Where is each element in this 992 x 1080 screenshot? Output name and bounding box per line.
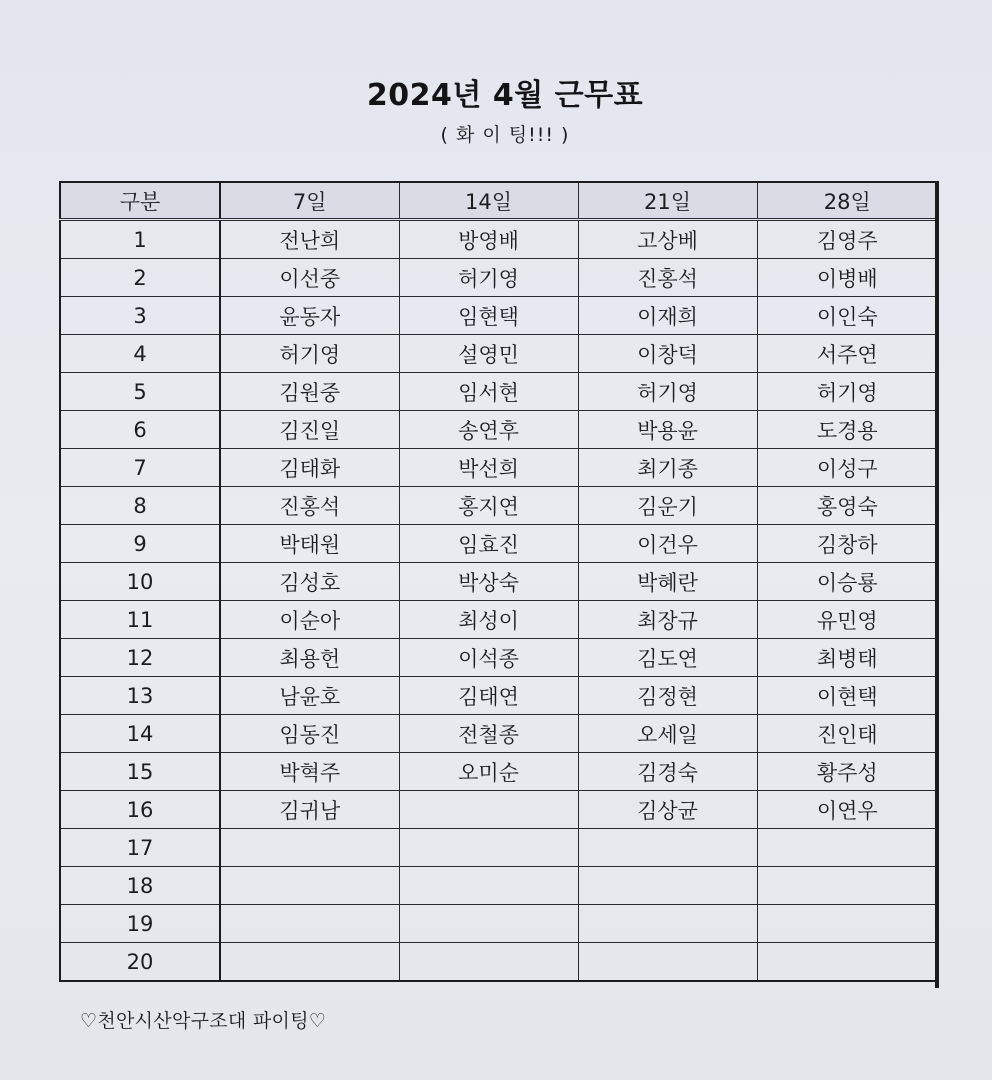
footer-text: ♡천안시산악구조대 파이팅♡ — [80, 1010, 327, 1032]
row-number: 1 — [60, 220, 220, 259]
table-row — [60, 373, 938, 411]
row-number: 9 — [60, 525, 220, 563]
cell-day-14: 임효진 — [399, 525, 578, 563]
row-number: 5 — [60, 373, 220, 411]
cell-day-21 — [578, 905, 757, 943]
cell-day-7: 박태원 — [220, 525, 399, 563]
row-number: 3 — [60, 297, 220, 335]
cell-day-14: 임현택 — [399, 297, 578, 335]
cell-day-14 — [399, 829, 578, 867]
cell-day-28: 유민영 — [757, 601, 938, 639]
row-number: 2 — [60, 259, 220, 297]
cell-day-14: 박선희 — [399, 449, 578, 487]
cell-day-28: 이현택 — [757, 677, 938, 715]
table-row — [60, 791, 938, 829]
duty-roster-table — [59, 181, 939, 982]
cell-day-7 — [220, 867, 399, 905]
cell-day-14: 김태연 — [399, 677, 578, 715]
cell-day-21: 오세일 — [578, 715, 757, 753]
cell-day-14: 방영배 — [399, 220, 578, 259]
cell-day-7 — [220, 943, 399, 982]
cell-day-14 — [399, 905, 578, 943]
cell-day-7: 김성호 — [220, 563, 399, 601]
row-number: 19 — [60, 905, 220, 943]
cell-day-21: 김경숙 — [578, 753, 757, 791]
cell-day-21: 최기종 — [578, 449, 757, 487]
cell-day-7: 박혁주 — [220, 753, 399, 791]
cell-day-28: 최병태 — [757, 639, 938, 677]
table-row — [60, 677, 938, 715]
cell-day-28: 서주연 — [757, 335, 938, 373]
row-number: 4 — [60, 335, 220, 373]
row-number: 16 — [60, 791, 220, 829]
cell-day-7: 남윤호 — [220, 677, 399, 715]
cell-day-21: 허기영 — [578, 373, 757, 411]
cell-day-14 — [399, 791, 578, 829]
cell-day-28 — [757, 867, 938, 905]
row-number: 6 — [60, 411, 220, 449]
cell-day-21 — [578, 943, 757, 982]
table-right-border — [935, 181, 939, 988]
cell-day-21: 고상베 — [578, 220, 757, 259]
table-row — [60, 715, 938, 753]
cell-day-14: 설영민 — [399, 335, 578, 373]
cell-day-14: 오미순 — [399, 753, 578, 791]
cell-day-7: 전난희 — [220, 220, 399, 259]
cell-day-21: 김상균 — [578, 791, 757, 829]
cell-day-21 — [578, 829, 757, 867]
table-row — [60, 867, 938, 905]
cell-day-21: 최장규 — [578, 601, 757, 639]
row-number: 13 — [60, 677, 220, 715]
table-row — [60, 411, 938, 449]
cell-day-28: 이성구 — [757, 449, 938, 487]
cell-day-14: 박상숙 — [399, 563, 578, 601]
cell-day-21: 김도연 — [578, 639, 757, 677]
cell-day-14 — [399, 867, 578, 905]
header-day-7: 7일 — [220, 182, 399, 220]
cell-day-21: 박용윤 — [578, 411, 757, 449]
cell-day-28: 이인숙 — [757, 297, 938, 335]
cell-day-28: 도경용 — [757, 411, 938, 449]
table-row — [60, 297, 938, 335]
cell-day-14: 허기영 — [399, 259, 578, 297]
table-row — [60, 563, 938, 601]
cell-day-21: 진홍석 — [578, 259, 757, 297]
cell-day-7: 김진일 — [220, 411, 399, 449]
row-number: 8 — [60, 487, 220, 525]
cell-day-28 — [757, 829, 938, 867]
table-row — [60, 639, 938, 677]
cell-day-28: 이병배 — [757, 259, 938, 297]
cell-day-14: 홍지연 — [399, 487, 578, 525]
cell-day-7: 이순아 — [220, 601, 399, 639]
table-row — [60, 259, 938, 297]
row-number: 11 — [60, 601, 220, 639]
table-row — [60, 335, 938, 373]
table-row — [60, 220, 938, 259]
cell-day-21 — [578, 867, 757, 905]
header-day-14: 14일 — [399, 182, 578, 220]
cell-day-28: 김영주 — [757, 220, 938, 259]
cell-day-7: 임동진 — [220, 715, 399, 753]
cell-day-28: 이승룡 — [757, 563, 938, 601]
document-subtitle: ( 화 이 팅!!! ) — [440, 124, 570, 146]
cell-day-28 — [757, 943, 938, 982]
header-day-21: 21일 — [578, 182, 757, 220]
cell-day-7 — [220, 905, 399, 943]
cell-day-7 — [220, 829, 399, 867]
row-number: 7 — [60, 449, 220, 487]
cell-day-7: 김귀남 — [220, 791, 399, 829]
cell-day-28: 홍영숙 — [757, 487, 938, 525]
cell-day-21: 이건우 — [578, 525, 757, 563]
cell-day-28: 진인태 — [757, 715, 938, 753]
table-row — [60, 943, 938, 982]
table-row — [60, 525, 938, 563]
table-row — [60, 449, 938, 487]
cell-day-14: 송연후 — [399, 411, 578, 449]
header-day-28: 28일 — [757, 182, 938, 220]
cell-day-14: 전철종 — [399, 715, 578, 753]
row-number: 20 — [60, 943, 220, 982]
row-number: 15 — [60, 753, 220, 791]
cell-day-7: 이선중 — [220, 259, 399, 297]
row-number: 10 — [60, 563, 220, 601]
cell-day-14 — [399, 943, 578, 982]
cell-day-28: 김창하 — [757, 525, 938, 563]
cell-day-7: 김태화 — [220, 449, 399, 487]
table-body — [60, 220, 938, 982]
cell-day-14: 최성이 — [399, 601, 578, 639]
table-row — [60, 829, 938, 867]
cell-day-14: 임서현 — [399, 373, 578, 411]
cell-day-7: 최용헌 — [220, 639, 399, 677]
cell-day-21: 이창덕 — [578, 335, 757, 373]
cell-day-7: 진홍석 — [220, 487, 399, 525]
table-row — [60, 487, 938, 525]
row-number: 14 — [60, 715, 220, 753]
row-number: 17 — [60, 829, 220, 867]
row-number: 12 — [60, 639, 220, 677]
document-title: 2024년 4월 근무표 — [366, 78, 644, 113]
header-category: 구분 — [60, 182, 220, 220]
table-row — [60, 601, 938, 639]
cell-day-21: 이재희 — [578, 297, 757, 335]
cell-day-7: 허기영 — [220, 335, 399, 373]
cell-day-28: 이연우 — [757, 791, 938, 829]
row-number: 18 — [60, 867, 220, 905]
cell-day-28: 허기영 — [757, 373, 938, 411]
table-row — [60, 753, 938, 791]
cell-day-28: 황주성 — [757, 753, 938, 791]
cell-day-14: 이석종 — [399, 639, 578, 677]
cell-day-21: 박혜란 — [578, 563, 757, 601]
table-row — [60, 905, 938, 943]
cell-day-7: 김원중 — [220, 373, 399, 411]
cell-day-21: 김운기 — [578, 487, 757, 525]
cell-day-7: 윤동자 — [220, 297, 399, 335]
cell-day-28 — [757, 905, 938, 943]
table-header-row — [60, 182, 938, 220]
cell-day-21: 김정현 — [578, 677, 757, 715]
